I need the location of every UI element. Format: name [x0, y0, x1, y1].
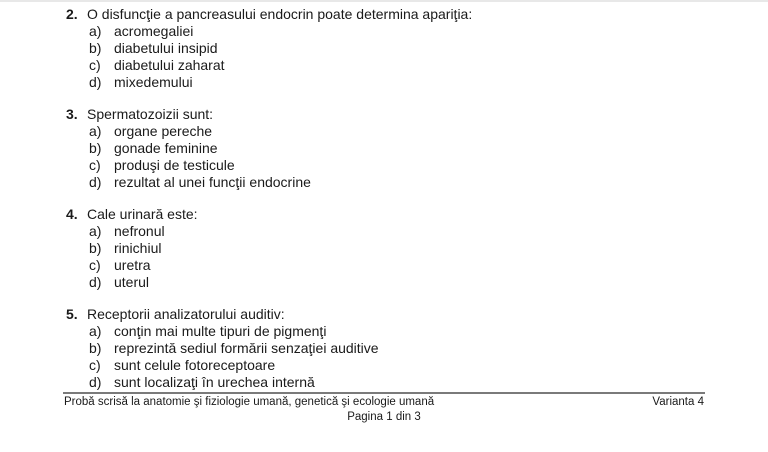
option-letter: b): [89, 40, 102, 56]
option-b: [89, 340, 379, 357]
question-text: O disfuncţie a pancreasului endocrin poate determina apariţia:: [87, 6, 473, 22]
question-number: 4.: [66, 206, 78, 222]
option-letter: a): [89, 123, 102, 139]
option-letter: d): [89, 374, 102, 390]
option-text: sunt celule fotoreceptoare: [114, 357, 276, 373]
option-text: diabetului zaharat: [114, 57, 225, 73]
question-header: [66, 106, 311, 123]
option-text: uterul: [114, 274, 150, 290]
option-letter: b): [89, 340, 102, 356]
option-b: [89, 240, 198, 257]
option-c: [89, 257, 198, 274]
option-text: rezultat al unei funcţii endocrine: [114, 174, 311, 190]
options-list: [66, 223, 198, 291]
option-b: [89, 40, 472, 57]
page-top-edge: [0, 0, 768, 2]
question-text: Spermatozoizii sunt:: [87, 106, 214, 122]
option-letter: b): [89, 140, 102, 156]
option-text: organe pereche: [114, 123, 213, 139]
options-list: [66, 23, 472, 91]
footer-exam-title: Probă scrisă la anatomie şi fiziologie umană, genetică şi ecologie umană: [64, 396, 435, 408]
option-text: gonade feminine: [114, 140, 218, 156]
question-2: [66, 6, 472, 91]
option-text: diabetului insipid: [114, 40, 218, 56]
option-d: [89, 74, 472, 91]
option-a: [89, 23, 472, 40]
option-b: [89, 140, 311, 157]
option-text: sunt localizaţi în urechea internă: [114, 374, 315, 390]
option-letter: c): [89, 57, 101, 73]
footer-divider: [63, 392, 705, 394]
question-text: Cale urinară este:: [87, 206, 198, 222]
option-text: uretra: [114, 257, 151, 273]
option-a: [89, 323, 379, 340]
options-list: [66, 123, 311, 191]
option-letter: c): [89, 157, 101, 173]
footer-page-number: Pagina 1 din 3: [347, 411, 421, 423]
option-letter: d): [89, 174, 102, 190]
question-5: [66, 306, 379, 391]
option-text: produşi de testicule: [114, 157, 235, 173]
question-number: 3.: [66, 106, 78, 122]
option-d: [89, 274, 198, 291]
question-text: Receptorii analizatorului auditiv:: [87, 306, 285, 322]
option-d: [89, 374, 379, 391]
option-c: [89, 357, 379, 374]
option-letter: a): [89, 23, 102, 39]
option-text: mixedemului: [114, 74, 193, 90]
option-letter: c): [89, 357, 101, 373]
options-list: [66, 323, 379, 391]
question-4: [66, 206, 198, 291]
option-text: reprezintă sediul formării senzaţiei auditive: [114, 340, 379, 356]
option-text: acromegaliei: [114, 23, 194, 39]
question-number: 5.: [66, 306, 78, 322]
option-a: [89, 123, 311, 140]
option-text: conţin mai multe tipuri de pigmenţi: [114, 323, 327, 339]
option-a: [89, 223, 198, 240]
option-letter: d): [89, 274, 102, 290]
question-number: 2.: [66, 6, 78, 22]
option-letter: b): [89, 240, 102, 256]
option-c: [89, 57, 472, 74]
question-3: [66, 106, 311, 191]
option-letter: a): [89, 323, 102, 339]
option-letter: c): [89, 257, 101, 273]
question-header: [66, 306, 379, 323]
option-letter: a): [89, 223, 102, 239]
question-header: [66, 206, 198, 223]
option-c: [89, 157, 311, 174]
option-d: [89, 174, 311, 191]
option-letter: d): [89, 74, 102, 90]
option-text: rinichiul: [114, 240, 162, 256]
option-text: nefronul: [114, 223, 165, 239]
footer-variant: Varianta 4: [652, 396, 704, 408]
question-header: [66, 6, 472, 23]
